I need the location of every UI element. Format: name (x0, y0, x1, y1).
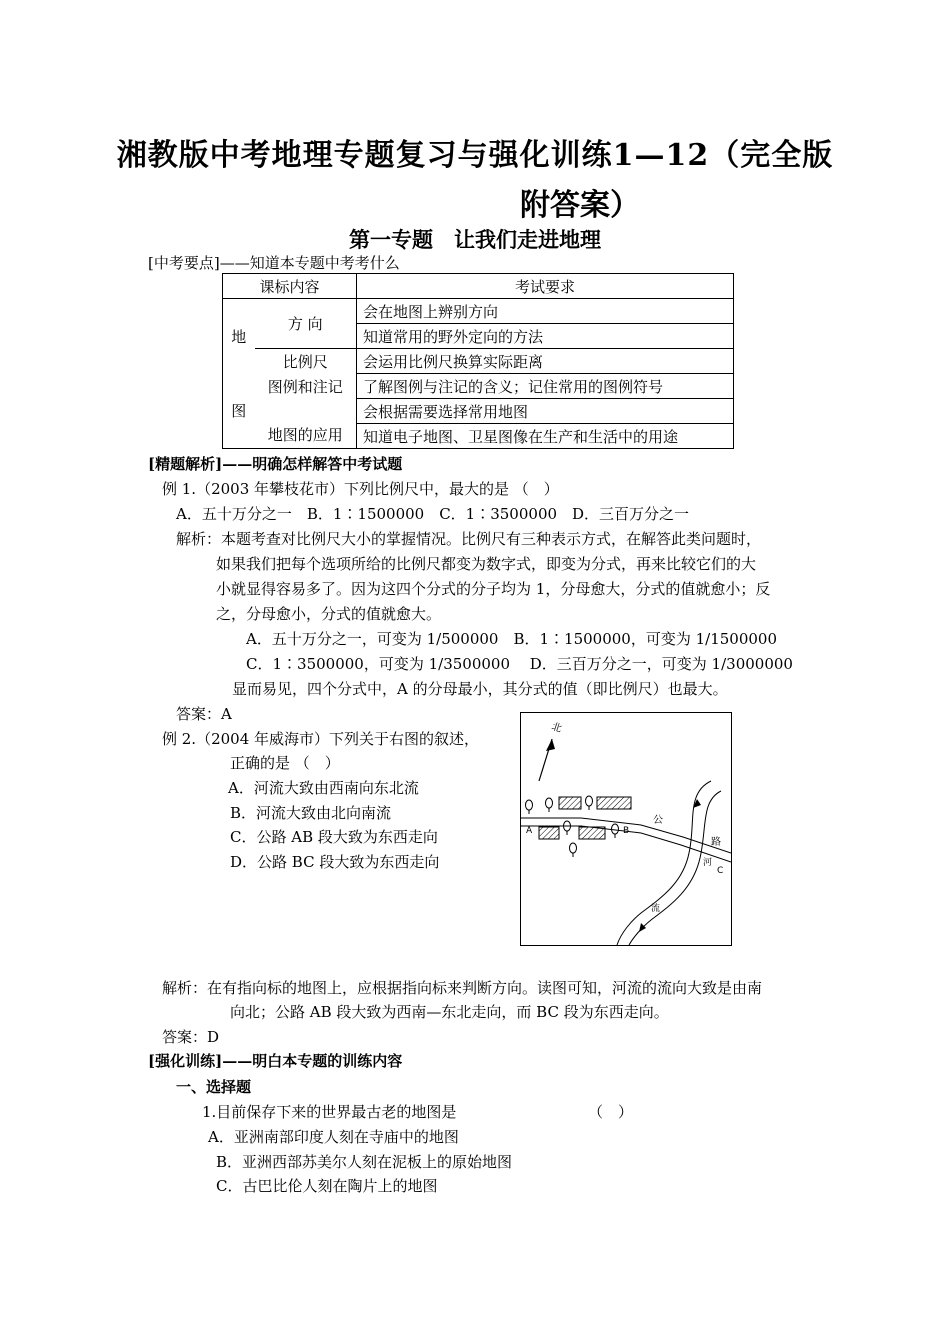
building (597, 797, 631, 809)
river-label-1: 河 (703, 858, 713, 868)
tree-icon (612, 824, 619, 838)
table-row (223, 349, 734, 374)
topic-legend: 图例和注记 (255, 374, 357, 399)
doc-title-line2: 附答案） (520, 188, 640, 223)
tree-icon (570, 843, 577, 857)
section-title: 第一专题 让我们走进地理 (349, 227, 601, 252)
requirements-table (222, 273, 734, 449)
tree-icon (526, 800, 533, 814)
river-flow-arrow (639, 923, 646, 932)
north-label: 北 (550, 721, 563, 735)
training-heading: [强化训练]——明白本专题的训练内容 (148, 1052, 403, 1070)
exam-points-heading: [中考要点]——知道本专题中考考什么 (148, 254, 400, 272)
side-char-bottom: 图 (231, 402, 247, 420)
ex2-question-cont: 正确的是 （ ） (230, 754, 340, 772)
side-char-top: 地 (231, 328, 247, 346)
ex2-option-c: C．公路 AB 段大致为东西走向 (230, 828, 438, 846)
requirement-cell: 会运用比例尺换算实际距离 (357, 349, 734, 374)
tree-icon (564, 821, 571, 835)
ex2-analysis-line: 向北；公路 AB 段大致为西南—东北走向，而 BC 段为东西走向。 (230, 1003, 669, 1021)
table-row (223, 374, 734, 399)
tree-icon (546, 798, 553, 812)
q1-option-c: C．古巴比伦人刻在陶片上的地图 (216, 1177, 438, 1195)
map-figure (521, 713, 731, 945)
building (539, 827, 559, 839)
building (559, 797, 581, 809)
q1-question: 1.目前保存下来的世界最古老的地图是 (202, 1103, 457, 1121)
q1-option-b: B．亚洲西部苏美尔人刻在泥板上的原始地图 (216, 1153, 513, 1171)
road-label-1: 公 (653, 815, 663, 826)
building (579, 827, 605, 839)
ex1-analysis-line: 解析：本题考查对比例尺大小的掌握情况。比例尺有三种表示方式，在解答此类问题时， (176, 530, 762, 548)
ex1-answer: 答案：A (176, 705, 232, 723)
ex2-map (520, 712, 732, 946)
ex2-option-a: A．河流大致由西南向东北流 (228, 779, 419, 797)
ex1-question: 例 1.（2003 年攀枝花市）下列比例尺中，最大的是 （ ） (162, 480, 559, 498)
map-label-b: B (623, 826, 630, 836)
analysis-heading: [精题解析]——明确怎样解答中考试题 (148, 455, 403, 473)
table-header-row (223, 274, 734, 299)
q1-option-a: A．亚洲南部印度人刻在寺庙中的地图 (208, 1128, 459, 1146)
ex1-analysis-line: 小就显得容易多了。因为这四个分式的分子均为 1，分母愈大，分式的值就愈小；反 (216, 580, 771, 598)
ex1-analysis-line: 如果我们把每个选项所给的比例尺都变为数字式，即变为分式，再来比较它们的大 (216, 555, 757, 573)
tree-icon (586, 796, 593, 810)
ex1-conclusion: 显而易见，四个分式中，A 的分母最小，其分式的值（即比例尺）也最大。 (232, 680, 728, 698)
requirement-cell: 知道常用的野外定向的方法 (357, 324, 734, 349)
ex2-answer: 答案：D (162, 1028, 220, 1046)
header-exam-requirement: 考试要求 (357, 274, 734, 299)
north-arrow-head (546, 739, 555, 751)
q1-answer-bracket: （ ） (588, 1103, 634, 1121)
ex1-conversion-line: C．1∶3500000，可变为 1/3500000 D．三百万分之一，可变为 1/3000000 (246, 655, 793, 673)
requirement-cell: 会在地图上辨别方向 (357, 299, 734, 324)
topic-map-application: 地图的应用 (255, 399, 357, 449)
ex2-option-d: D．公路 BC 段大致为东西走向 (230, 853, 440, 871)
ex2-question: 例 2.（2004 年威海市）下列关于右图的叙述， (162, 730, 480, 748)
requirement-cell: 会根据需要选择常用地图 (357, 399, 734, 424)
topic-scale: 比例尺 (255, 349, 357, 374)
map-label-a: A (526, 826, 533, 836)
ex2-option-b: B．河流大致由北向南流 (230, 804, 392, 822)
part-one-heading: 一、选择题 (176, 1078, 252, 1096)
table-row (223, 399, 734, 424)
requirement-cell: 知道电子地图、卫星图像在生产和生活中的用途 (357, 424, 734, 449)
side-label (223, 299, 255, 449)
ex1-options: A．五十万分之一 B．1∶1500000 C．1∶3500000 D．三百万分之一 (176, 505, 690, 523)
map-label-c: C (717, 866, 724, 876)
topic-direction: 方 向 (255, 299, 357, 349)
table-row (223, 299, 734, 324)
ex2-analysis-line: 解析：在有指向标的地图上，应根据指向标来判断方向。读图可知，河流的流向大致是由南 (162, 979, 763, 997)
doc-title-line1: 湘教版中考地理专题复习与强化训练1—12（完全版 (116, 138, 834, 173)
requirement-cell: 了解图例与注记的含义；记住常用的图例符号 (357, 374, 734, 399)
ex1-analysis-line: 之，分母愈小，分式的值就愈大。 (216, 605, 442, 623)
road-label-2: 路 (711, 837, 721, 848)
header-course-content: 课标内容 (223, 274, 357, 299)
ex1-conversion-line: A．五十万分之一，可变为 1/500000 B．1∶1500000，可变为 1/1500000 (246, 630, 778, 648)
river-label-2: 流 (651, 904, 661, 914)
river-bank (629, 791, 724, 945)
